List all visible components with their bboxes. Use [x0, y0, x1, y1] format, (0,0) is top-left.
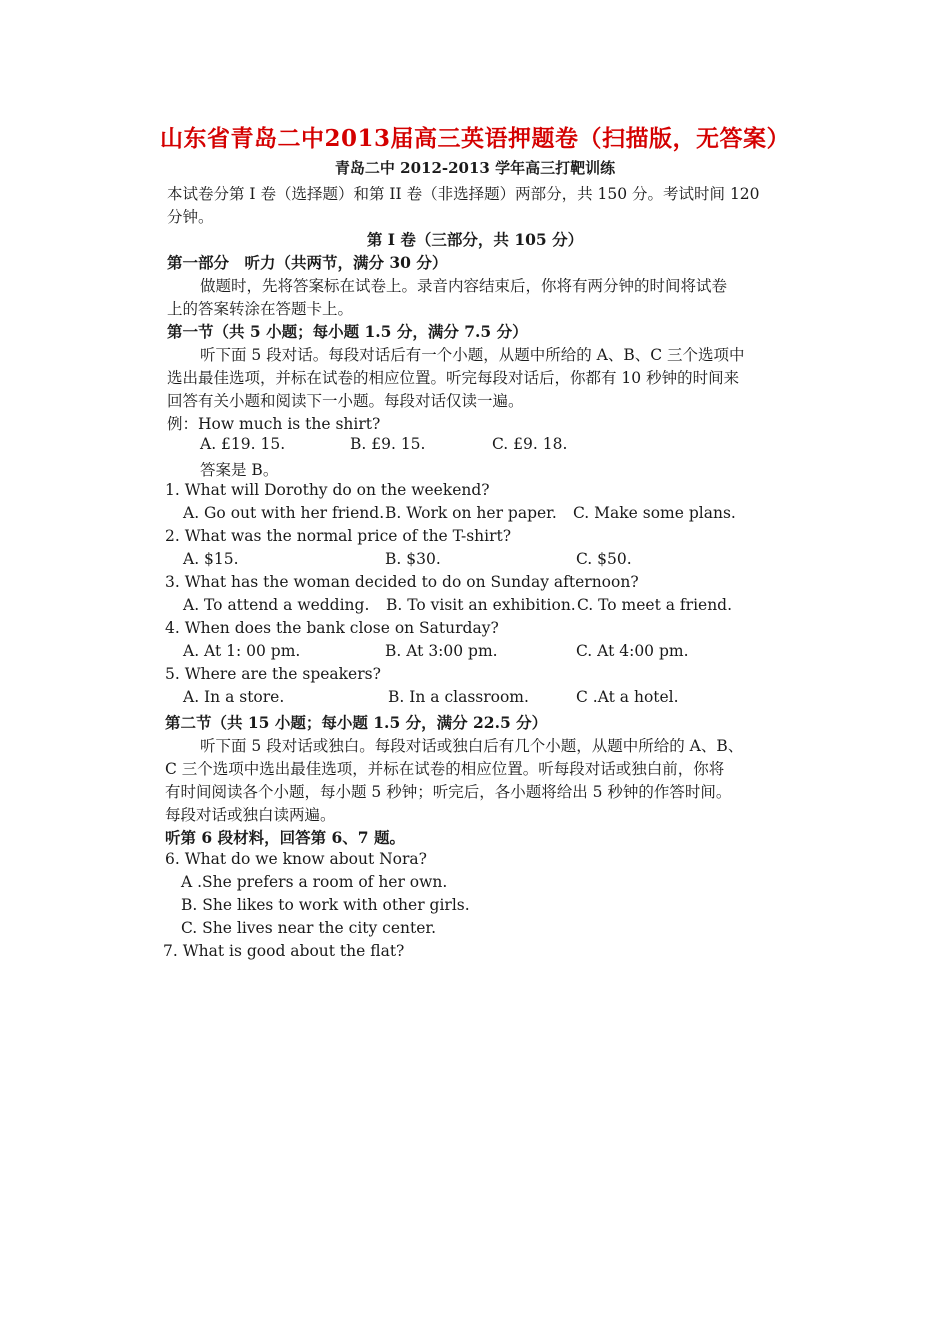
section1-heading: 第一节（共 5 小题；每小题 1.5 分，满分 7.5 分）: [167, 322, 528, 341]
part1-heading: 第一部分 听力（共两节，满分 30 分）: [167, 253, 448, 272]
question-1-option-a: A. Go out with her friend.: [183, 504, 385, 522]
section1-instruction-line-1: 听下面 5 段对话。每段对话后有一个小题，从题中所给的 A、B、C 三个选项中: [200, 346, 745, 364]
question-2-option-c: C. $50.: [576, 550, 632, 568]
document-title: 山东省青岛二中2013届高三英语押题卷（扫描版，无答案）: [159, 125, 790, 152]
section2-instruction-line-4: 每段对话或独白读两遍。: [165, 806, 336, 824]
material-heading: 听第 6 段材料，回答第 6、7 题。: [165, 828, 405, 847]
part1-instruction-line-2: 上的答案转涂在答题卡上。: [167, 300, 354, 318]
question-1: 1. What will Dorothy do on the weekend?: [165, 481, 490, 499]
section1-instruction-line-2: 选出最佳选项，并标在试卷的相应位置。听完每段对话后，你都有 10 秒钟的时间来: [167, 369, 740, 387]
question-3-option-a: A. To attend a wedding.: [183, 596, 370, 614]
question-1-option-c: C. Make some plans.: [573, 504, 736, 522]
intro-line-1: 本试卷分第 I 卷（选择题）和第 II 卷（非选择题）两部分，共 150 分。考试时间 120: [167, 185, 760, 203]
question-3-option-c: C. To meet a friend.: [577, 596, 733, 614]
question-4-option-a: A. At 1: 00 pm.: [183, 642, 301, 660]
section2-instruction-line-2: C 三个选项中选出最佳选项，并标在试卷的相应位置。听每段对话或独白前，你将: [165, 760, 725, 778]
volume-heading: 第 I 卷（三部分，共 105 分）: [366, 230, 584, 249]
section2-heading: 第二节（共 15 小题；每小题 1.5 分，满分 22.5 分）: [165, 713, 548, 732]
question-6-option-c: C. She lives near the city center.: [181, 919, 437, 937]
example-option-c: C. £9. 18.: [492, 435, 568, 453]
question-2-option-a: A. $15.: [183, 550, 239, 568]
question-6-option-a: A .She prefers a room of her own.: [181, 873, 448, 891]
example-option-a: A. £19. 15.: [200, 435, 286, 453]
section2-instruction-line-1: 听下面 5 段对话或独白。每段对话或独白后有几个小题，从题中所给的 A、B、: [200, 737, 744, 755]
section1-instruction-line-3: 回答有关小题和阅读下一小题。每段对话仅读一遍。: [167, 392, 524, 410]
question-4: 4. When does the bank close on Saturday?: [165, 619, 499, 637]
question-5-option-c: C .At a hotel.: [576, 688, 679, 706]
example-question: 例：How much is the shirt?: [167, 415, 381, 433]
intro-line-2: 分钟。: [167, 208, 214, 226]
question-3: 3. What has the woman decided to do on Sunday afternoon?: [165, 573, 639, 591]
question-2: 2. What was the normal price of the T-shirt?: [165, 527, 512, 545]
question-6: 6. What do we know about Nora?: [165, 850, 427, 868]
part1-instruction-line-1: 做题时，先将答案标在试卷上。录音内容结束后，你将有两分钟的时间将试卷: [200, 277, 728, 295]
example-option-b: B. £9. 15.: [350, 435, 426, 453]
question-4-option-c: C. At 4:00 pm.: [576, 642, 689, 660]
question-5: 5. Where are the speakers?: [165, 665, 381, 683]
question-6-option-b: B. She likes to work with other girls.: [181, 896, 470, 914]
question-5-option-a: A. In a store.: [183, 688, 285, 706]
question-3-option-b: B. To visit an exhibition.: [386, 596, 576, 614]
question-1-option-b: B. Work on her paper.: [385, 504, 557, 522]
document-subtitle: 青岛二中 2012-2013 学年高三打靶训练: [334, 159, 616, 177]
question-2-option-b: B. $30.: [385, 550, 441, 568]
question-7: 7. What is good about the flat?: [163, 942, 405, 960]
question-4-option-b: B. At 3:00 pm.: [385, 642, 498, 660]
example-answer: 答案是 B。: [200, 461, 279, 479]
section2-instruction-line-3: 有时间阅读各个小题，每小题 5 秒钟；听完后，各小题将给出 5 秒钟的作答时间。: [165, 783, 732, 801]
question-5-option-b: B. In a classroom.: [388, 688, 529, 706]
